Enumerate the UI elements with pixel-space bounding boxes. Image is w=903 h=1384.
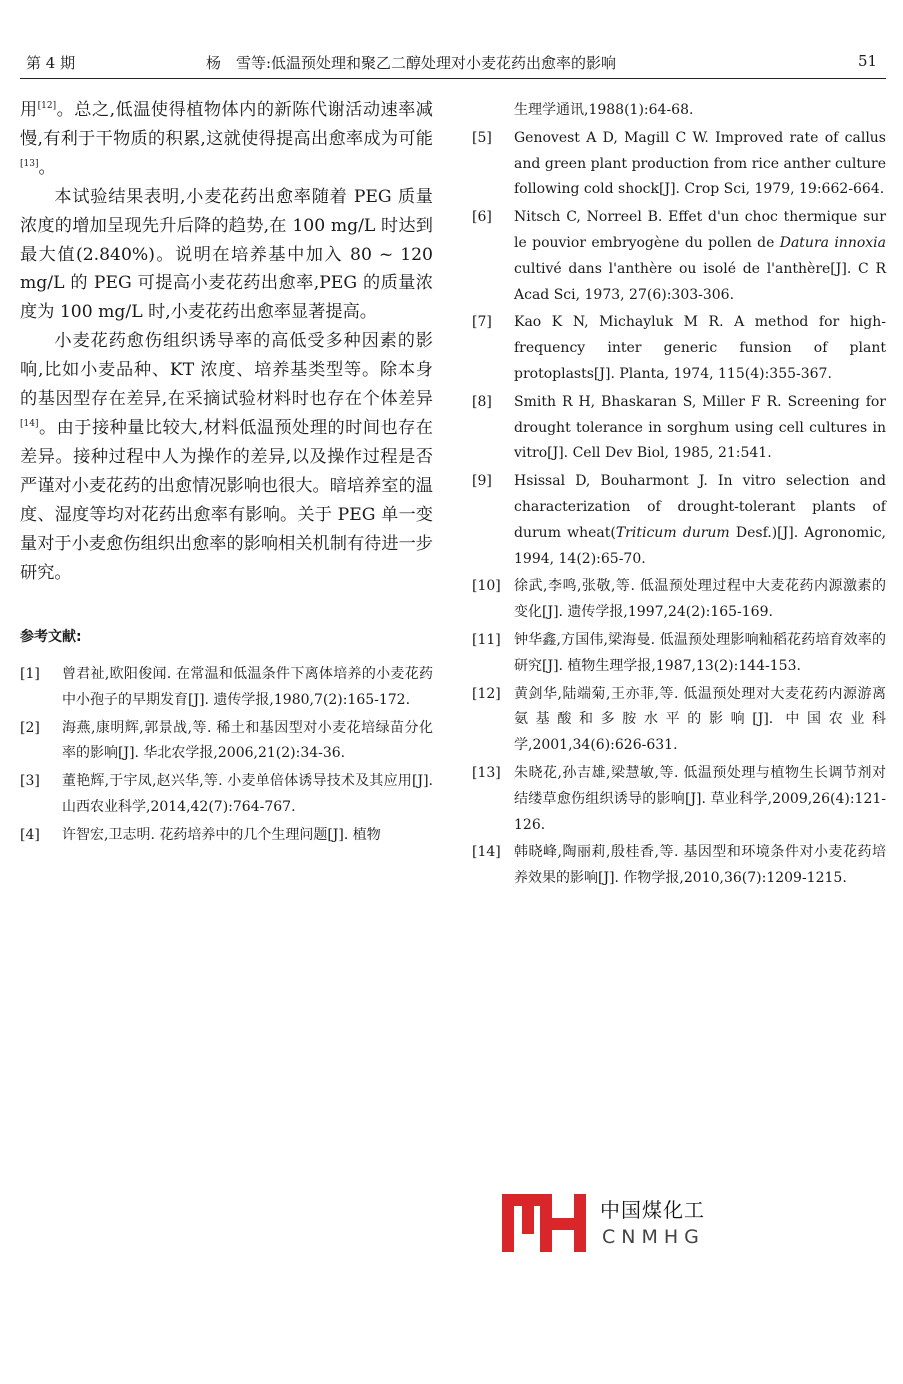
reference-6 bbox=[472, 205, 886, 308]
reference-2 bbox=[20, 716, 433, 768]
reference-text: 曾君祉,欧阳俊闻. 在常温和低温条件下离体培养的小麦花药中小孢子的早期发育[J]. 遗传学报,1980,7(2):165-172. bbox=[62, 666, 433, 708]
cnmhg-logo bbox=[502, 1188, 712, 1258]
p1-part-c: 。 bbox=[38, 157, 56, 178]
reference-text: 钟华鑫,方国伟,梁海曼. 低温预处理影响籼稻花药培育效率的研究[J]. 植物生理学报,1987,13(2):144-153. bbox=[514, 631, 886, 674]
reference-text: Nitsch C, Norreel B. Effet d'un choc thermique sur le pouvior embryogène du pollen de bbox=[514, 209, 886, 251]
reference-14 bbox=[472, 840, 886, 892]
reference-10 bbox=[472, 574, 886, 626]
p3-part-a: 小麦花药愈伤组织诱导率的高低受多种因素的影响,比如小麦品种、KT 浓度、培养基类型等。除本身的基因型存在差异,在采摘试验材料时也存在个体差异 bbox=[20, 331, 433, 410]
reference-number: [11] bbox=[472, 631, 501, 648]
reference-7 bbox=[472, 310, 886, 387]
references-left-column bbox=[20, 662, 433, 851]
logo-english-text: CNMHG bbox=[602, 1226, 705, 1248]
reference-number: [2] bbox=[20, 719, 40, 736]
reference-text: Smith R H, Bhaskaran S, Miller F R. Screening for drought tolerance in sorghum using cell cultures in vitro[J]. Cell Dev Biol, 1985, 21:541. bbox=[514, 393, 886, 462]
reference-1 bbox=[20, 662, 433, 714]
reference-text: 许智宏,卫志明. 花药培养中的几个生理问题[J]. 植物 bbox=[62, 826, 381, 843]
reference-number: [1] bbox=[20, 666, 40, 682]
logo-chinese-text: 中国煤化工 bbox=[600, 1198, 705, 1222]
reference-number: [5] bbox=[472, 129, 492, 146]
species-name: Triticum durum bbox=[615, 524, 730, 541]
reference-4 bbox=[20, 823, 433, 849]
reference-number: [6] bbox=[472, 209, 492, 226]
reference-8 bbox=[472, 390, 886, 467]
reference-5 bbox=[472, 126, 886, 203]
reference-text: 徐武,李鸣,张敬,等. 低温预处理过程中大麦花药内源激素的变化[J]. 遗传学报,1997,24(2):165-169. bbox=[514, 578, 886, 621]
references-right-column bbox=[472, 98, 886, 894]
reference-number: [10] bbox=[472, 578, 501, 595]
p1-part-a: 用 bbox=[20, 100, 38, 120]
reference-text: 海燕,康明辉,郭景战,等. 稀土和基因型对小麦花培绿苗分化率的影响[J]. 华北农学报,2006,21(2):34-36. bbox=[62, 719, 433, 762]
citation-12[interactable]: [12] bbox=[37, 101, 57, 111]
p1-part-b: 。总之,低温使得植物体内的新陈代谢活动速率减慢,有利于干物质的积累,这就使得提高出愈率成为可能 bbox=[20, 100, 433, 149]
reference-text: Desf.)[J]. Agronomic, 1994, 14(2):65-70. bbox=[514, 524, 886, 567]
reference-number: [12] bbox=[472, 685, 501, 702]
paragraph-1 bbox=[20, 96, 433, 183]
running-title: 杨 雪等:低温预处理和聚乙二醇处理对小麦花药出愈率的影响 bbox=[206, 54, 617, 72]
reference-number: [7] bbox=[472, 314, 492, 331]
body-text bbox=[20, 96, 433, 587]
reference-number: [8] bbox=[472, 393, 492, 410]
paragraph-3 bbox=[20, 327, 433, 587]
reference-9 bbox=[472, 469, 886, 572]
reference-text: 黄剑华,陆端菊,王亦菲,等. 低温预处理对大麦花药内源游离氨基酸和多胺水平的影响[J]. 中国农业科学,2001,34(6):626-631. bbox=[514, 685, 886, 754]
reference-3 bbox=[20, 769, 433, 821]
reference-text: Hsissal D, Bouharmont J. In vitro selection and characterization of drought-tolerant plants of durum wheat( bbox=[514, 473, 886, 541]
reference-text: Genovest A D, Magill C W. Improved rate of callus and green plant production from rice anther culture following cold shock[J]. Crop Sci, 1979, 19:662-664. bbox=[514, 129, 886, 198]
reference-number: [14] bbox=[472, 844, 501, 861]
reference-number: [13] bbox=[472, 764, 501, 781]
reference-13 bbox=[472, 761, 886, 838]
reference-4-continued: 生理学通讯,1988(1):64-68. bbox=[514, 102, 694, 118]
journal-issue: 第 4 期 bbox=[26, 54, 76, 72]
page-number: 51 bbox=[858, 52, 878, 70]
reference-number: [3] bbox=[20, 773, 40, 790]
p3-part-b: 。由于接种量比较大,材料低温预处理的时间也存在差异。接种过程中人为操作的差异,以及操作过程是否严谨对小麦花药的出愈情况影响也很大。暗培养室的温度、湿度等均对花药出愈率有影响。关于 PEG 单一变量对于小麦愈伤组织出愈率的影响相关机制有待进一步研究。 bbox=[20, 417, 433, 583]
reference-text: 董艳辉,于宇凤,赵兴华,等. 小麦单倍体诱导技术及其应用[J]. 山西农业科学,2014,42(7):764-767. bbox=[62, 773, 433, 815]
cnmhg-mark-icon bbox=[502, 1188, 594, 1258]
reference-11 bbox=[472, 628, 886, 680]
reference-12 bbox=[472, 682, 886, 759]
reference-text: 韩晓峰,陶丽莉,殷桂香,等. 基因型和环境条件对小麦花药培养效果的影响[J]. 作物学报,2010,36(7):1209-1215. bbox=[514, 844, 886, 887]
reference-text: cultivé dans l'anthère ou isolé de l'anthère[J]. C R Acad Sci, 1973, 27(6):303-306. bbox=[514, 260, 886, 303]
species-name: Datura innoxia bbox=[779, 234, 886, 251]
reference-number: [4] bbox=[20, 826, 40, 843]
references-heading: 参考文献: bbox=[20, 629, 82, 645]
paragraph-2: 本试验结果表明,小麦花药出愈率随着 PEG 质量浓度的增加呈现先升后降的趋势,在 100 mg/L 时达到最大值(2.840%)。说明在培养基中加入 80 ~ 120 mg/L 的 PEG 可提高小麦花药出愈率,PEG 的质量浓度为 100 mg/L 时,小麦花药出愈率显著提高。 bbox=[20, 186, 433, 323]
citation-14[interactable]: [14] bbox=[20, 418, 39, 429]
reference-text: Kao K N, Michayluk M R. A method for high-frequency inter generic funsion of plant protoplasts[J]. Planta, 1974, 115(4):355-367. bbox=[514, 314, 886, 382]
reference-text: 朱晓花,孙吉雄,梁慧敏,等. 低温预处理与植物生长调节剂对结缕草愈伤组织诱导的影响[J]. 草业科学,2009,26(4):121-126. bbox=[514, 764, 886, 833]
reference-number: [9] bbox=[472, 473, 492, 490]
citation-13[interactable]: [13] bbox=[20, 158, 39, 169]
header-rule bbox=[20, 78, 886, 79]
